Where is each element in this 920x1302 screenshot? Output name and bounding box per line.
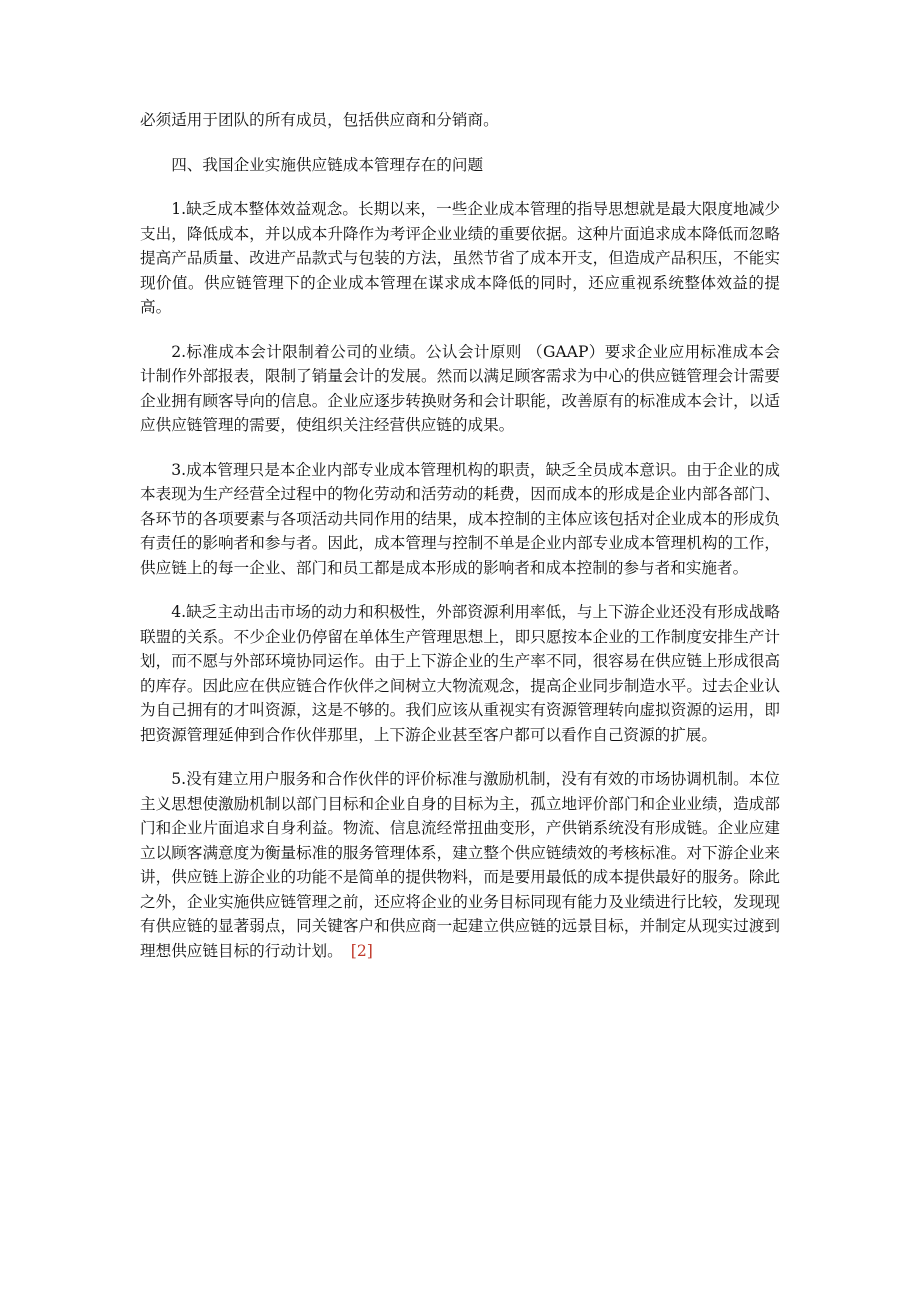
paragraph-2: 2.标准成本会计限制着公司的业绩。公认会计原则 （GAAP）要求企业应用标准成本会计制作外部报表，限制了销量会计的发展。然而以满足顾客需求为中心的供应链管理会计需要企业拥有顾客导向的信息。企业应逐步转换财务和会计职能，改善原有的标准成本会计，以适应供应链管理的需要，使组织关注经营供应链的成果。 <box>140 342 780 434</box>
reference-link[interactable]: [2] <box>350 941 373 960</box>
paragraph-5-text: 5.没有建立用户服务和合作伙伴的评价标准与激励机制，没有有效的市场协调机制。本位主义思想使激励机制以部门目标和企业自身的目标为主，孤立地评价部门和企业业绩，造成部门和企业片面追求自身利益。物流、信息流经常扭曲变形，产供销系统没有形成链。企业应建立以顾客满意度为衡量标准的服务管理体系，建立整个供应链绩效的考核标准。对下游企业来讲，供应链上游企业的功能不是简单的提供物料，而是要用最低的成本提供最好的服务。除此之外，企业实施供应链管理之前，还应将企业的业务目标同现有能力及业绩进行比较，发现现有供应链的显著弱点，同关键客户和供应商一起建立供应链的远景目标，并制定从现实过渡到理想供应链目标的行动计划。 <box>140 770 780 960</box>
document-body <box>140 108 780 983</box>
paragraph-5 <box>140 767 780 963</box>
paragraph-3: 3.成本管理只是本企业内部专业成本管理机构的职责，缺乏全员成本意识。由于企业的成本表现为生产经营全过程中的物化劳动和活劳动的耗费，因而成本的形成是企业内部各部门、各环节的各项要素与各项活动共同作用的结果，成本控制的主体应该包括对企业成本的形成负有责任的影响者和参与者。因此，成本管理与控制不单是企业内部专业成本管理机构的工作，供应链上的每一企业、部门和员工都是成本形成的影响者和成本控制的参与者和实施者。 <box>140 460 780 577</box>
section-heading: 四、我国企业实施供应链成本管理存在的问题 <box>171 155 484 174</box>
intro-tail-paragraph: 必须适用于团队的所有成员，包括供应商和分销商。 <box>140 111 499 129</box>
paragraph-4: 4.缺乏主动出击市场的动力和积极性，外部资源利用率低，与上下游企业还没有形成战略联盟的关系。不少企业仍停留在单体生产管理思想上，即只愿按本企业的工作制度安排生产计划，而不愿与外部环境协同运作。由于上下游企业的生产率不同，很容易在供应链上形成很高的库存。因此应在供应链合作伙伴之间树立大物流观念，提高企业同步制造水平。过去企业认为自己拥有的才叫资源，这是不够的。我们应该从重视实有资源管理转向虚拟资源的运用，即把资源管理延伸到合作伙伴那里，上下游企业甚至客户都可以看作自己资源的扩展。 <box>140 603 780 744</box>
paragraph-1: 1.缺乏成本整体效益观念。长期以来，一些企业成本管理的指导思想就是最大限度地减少支出，降低成本，并以成本升降作为考评企业业绩的重要依据。这种片面追求成本降低而忽略提高产品质量、改进产品款式与包装的方法，虽然节省了成本开支，但造成产品积压，不能实现价值。供应链管理下的企业成本管理在谋求成本降低的同时，还应重视系统整体效益的提高。 <box>140 200 780 316</box>
